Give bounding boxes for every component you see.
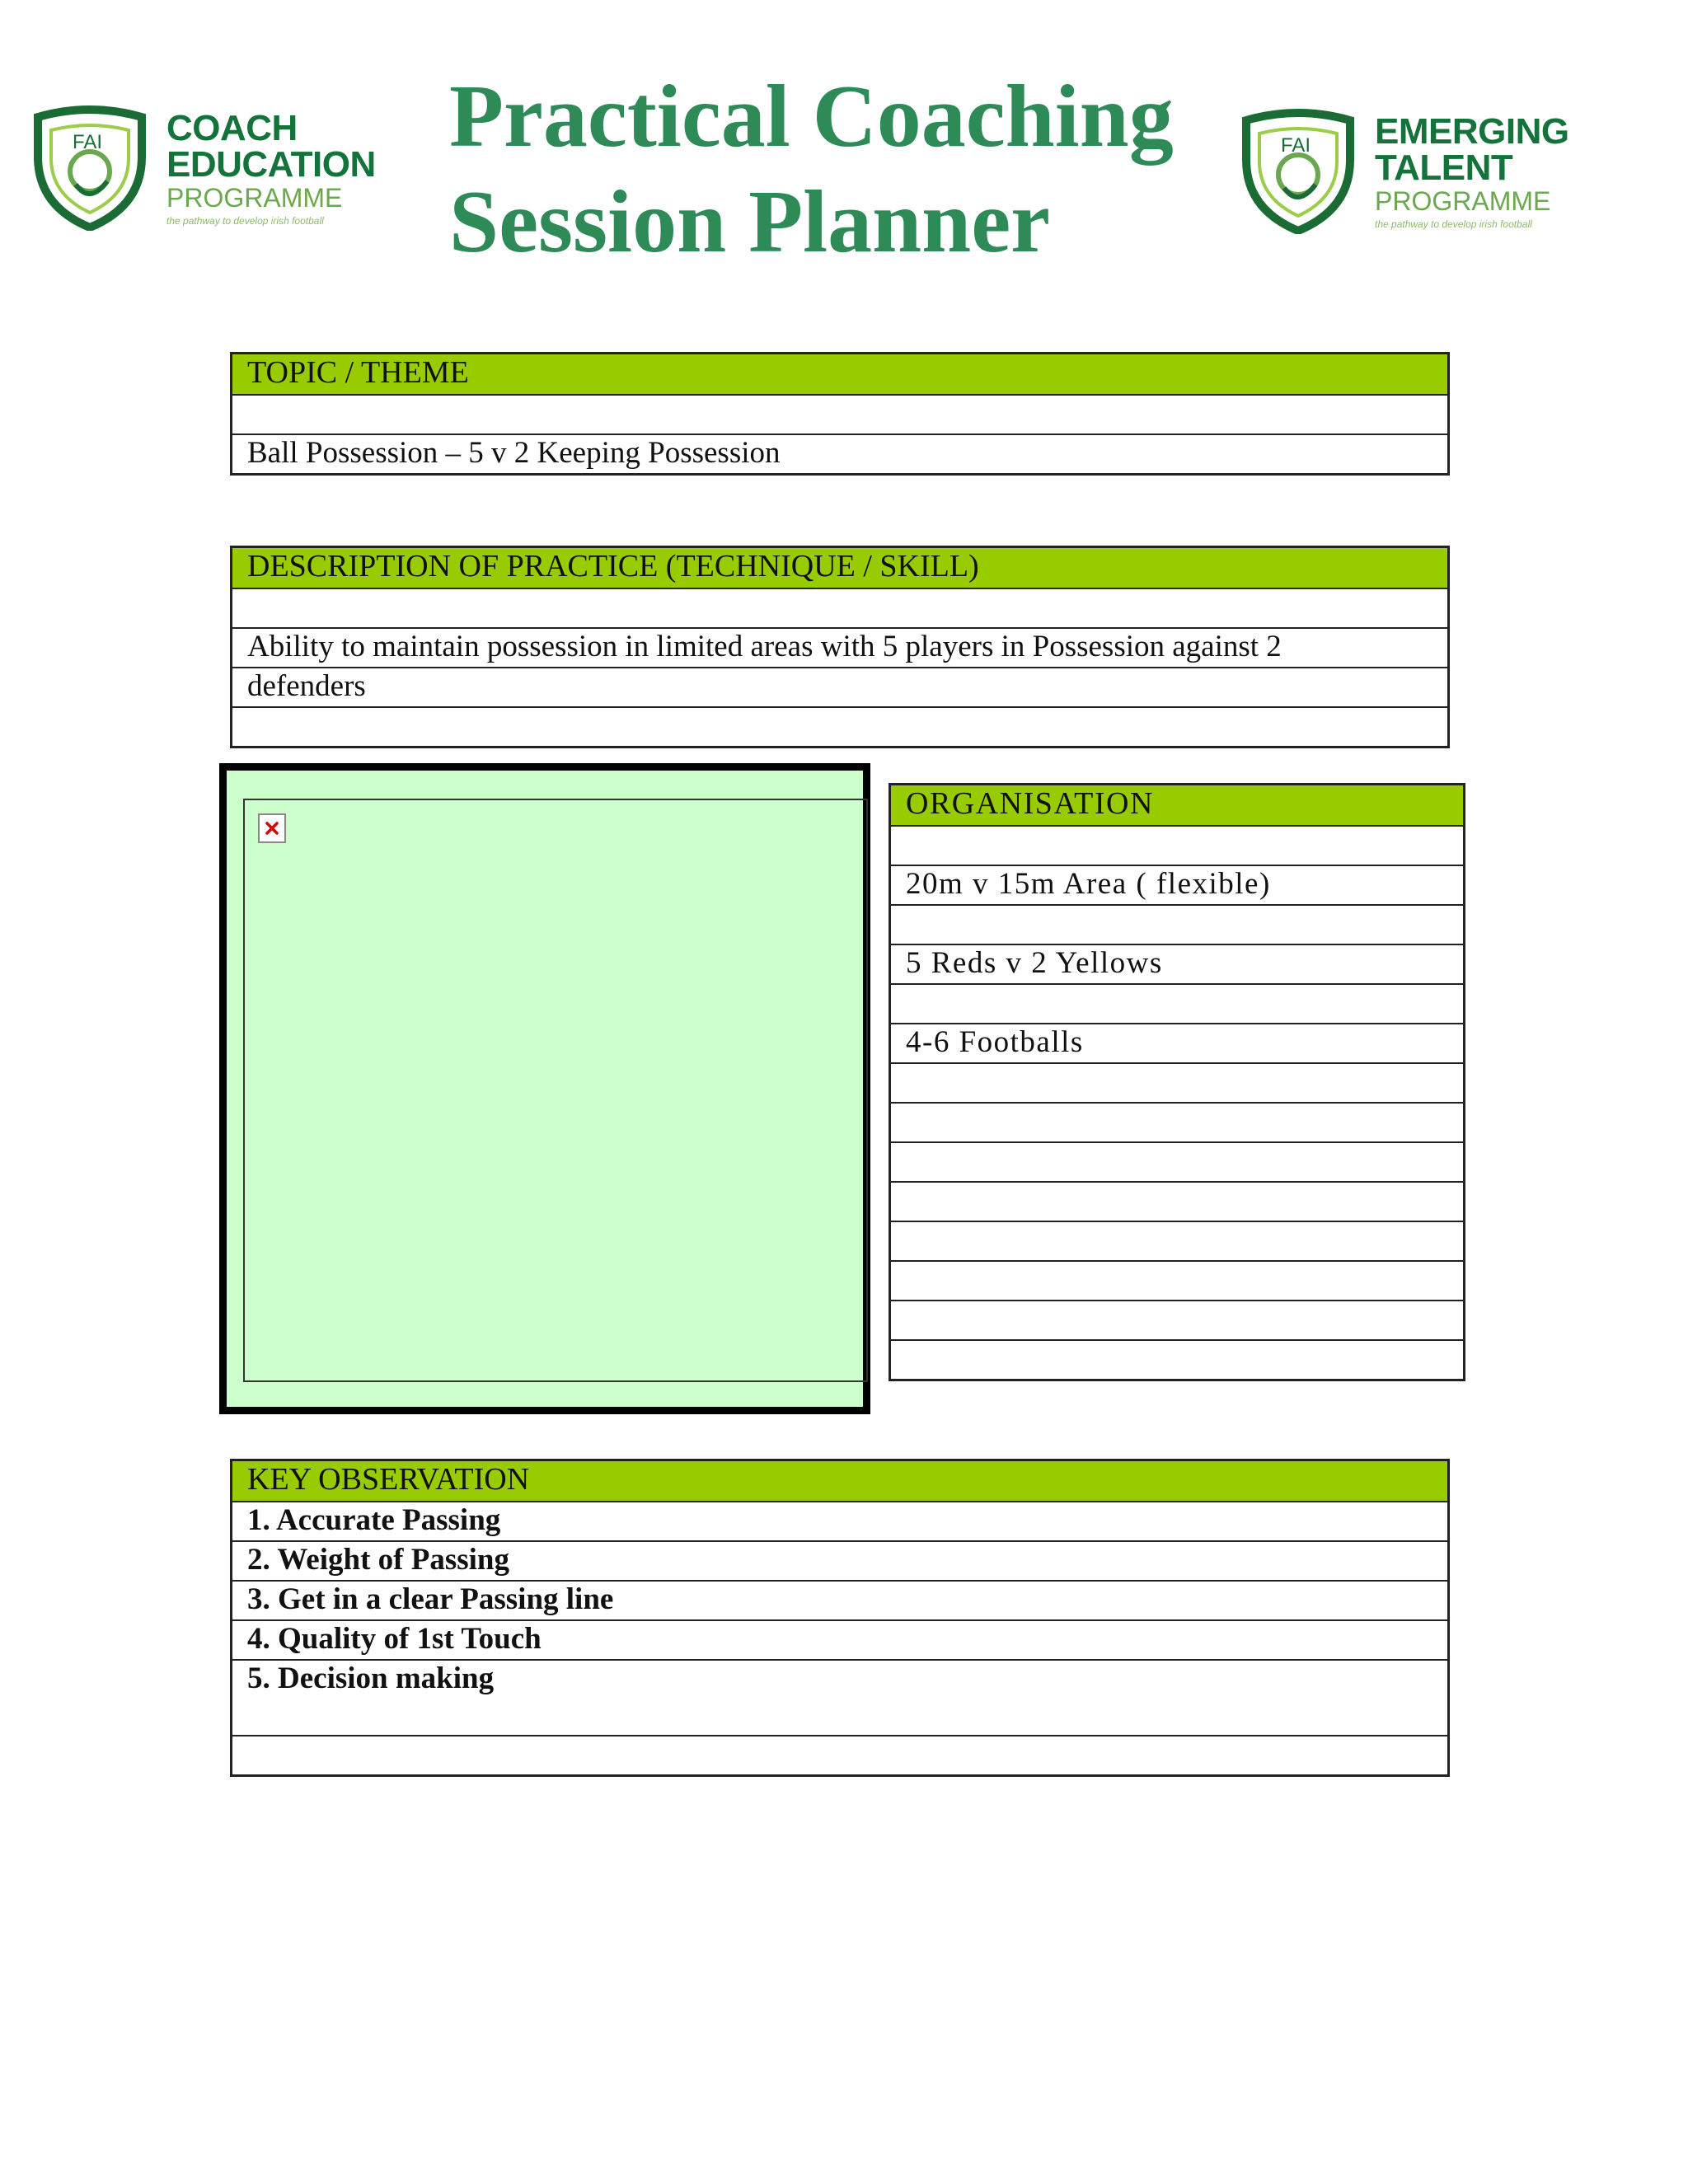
- organisation-item[interactable]: 5 Reds v 2 Yellows: [891, 944, 1463, 983]
- organisation-blank-row[interactable]: [891, 1141, 1463, 1181]
- key-observation-heading: KEY OBSERVATION: [232, 1461, 1447, 1501]
- key-observation-blank-row[interactable]: [232, 1735, 1447, 1774]
- coach-education-logo: [28, 105, 376, 231]
- organisation-blank-row[interactable]: [891, 825, 1463, 865]
- description-table: [230, 546, 1450, 748]
- key-observation-item[interactable]: 2. Weight of Passing: [232, 1540, 1447, 1580]
- logo-tagline: the pathway to develop irish football: [1375, 218, 1532, 230]
- description-blank-row[interactable]: [232, 706, 1447, 746]
- description-line-2[interactable]: defenders: [232, 667, 1447, 706]
- logo-tagline: the pathway to develop irish football: [166, 215, 324, 227]
- organisation-blank-row[interactable]: [891, 1300, 1463, 1339]
- practice-diagram-frame[interactable]: [243, 799, 868, 1382]
- topic-theme-heading: TOPIC / THEME: [232, 354, 1447, 394]
- fai-crest-icon: [28, 105, 152, 231]
- description-blank-row[interactable]: [232, 588, 1447, 627]
- logo-line-education: EDUCATION: [166, 144, 376, 185]
- topic-theme-blank-row[interactable]: [232, 394, 1447, 434]
- broken-image-icon: [258, 813, 286, 843]
- organisation-blank-row[interactable]: [891, 1102, 1463, 1141]
- logo-line-programme: PROGRAMME: [1375, 186, 1551, 216]
- organisation-blank-row[interactable]: [891, 1181, 1463, 1221]
- fai-crest-icon: [1236, 109, 1360, 234]
- logo-line-emerging: EMERGING: [1375, 111, 1569, 152]
- practice-diagram-panel: [219, 763, 870, 1414]
- logo-line-talent: TALENT: [1375, 148, 1513, 188]
- page-title-line-2: Session Planner: [449, 173, 1051, 271]
- organisation-heading: ORGANISATION: [891, 785, 1463, 825]
- emerging-talent-logo: [1236, 109, 1569, 234]
- organisation-blank-row[interactable]: [891, 1260, 1463, 1300]
- description-line-1[interactable]: Ability to maintain possession in limited areas with 5 players in Possession against 2: [232, 627, 1447, 667]
- key-observation-item[interactable]: 5. Decision making: [232, 1659, 1447, 1735]
- crest-badge-text: FAI: [73, 131, 103, 153]
- organisation-blank-row[interactable]: [891, 1221, 1463, 1260]
- crest-badge-text: FAI: [1281, 134, 1311, 157]
- logo-line-coach: COACH: [166, 108, 298, 148]
- key-observation-table: [230, 1459, 1450, 1777]
- organisation-item[interactable]: 20m v 15m Area ( flexible): [891, 865, 1463, 904]
- topic-theme-value[interactable]: Ball Possession – 5 v 2 Keeping Possession: [232, 434, 1447, 473]
- organisation-table: [889, 783, 1465, 1381]
- topic-theme-table: [230, 352, 1450, 476]
- key-observation-item[interactable]: 4. Quality of 1st Touch: [232, 1619, 1447, 1659]
- organisation-blank-row[interactable]: [891, 1339, 1463, 1379]
- organisation-blank-row[interactable]: [891, 1062, 1463, 1102]
- description-heading: DESCRIPTION OF PRACTICE (TECHNIQUE / SKILL): [232, 548, 1447, 588]
- organisation-blank-row[interactable]: [891, 904, 1463, 944]
- key-observation-item[interactable]: 1. Accurate Passing: [232, 1501, 1447, 1540]
- organisation-item[interactable]: 4-6 Footballs: [891, 1023, 1463, 1062]
- page-title: [449, 64, 1191, 275]
- logo-line-programme: PROGRAMME: [166, 183, 343, 213]
- key-observation-item[interactable]: 3. Get in a clear Passing line: [232, 1580, 1447, 1619]
- organisation-blank-row[interactable]: [891, 983, 1463, 1023]
- page-title-line-1: Practical Coaching: [449, 68, 1174, 166]
